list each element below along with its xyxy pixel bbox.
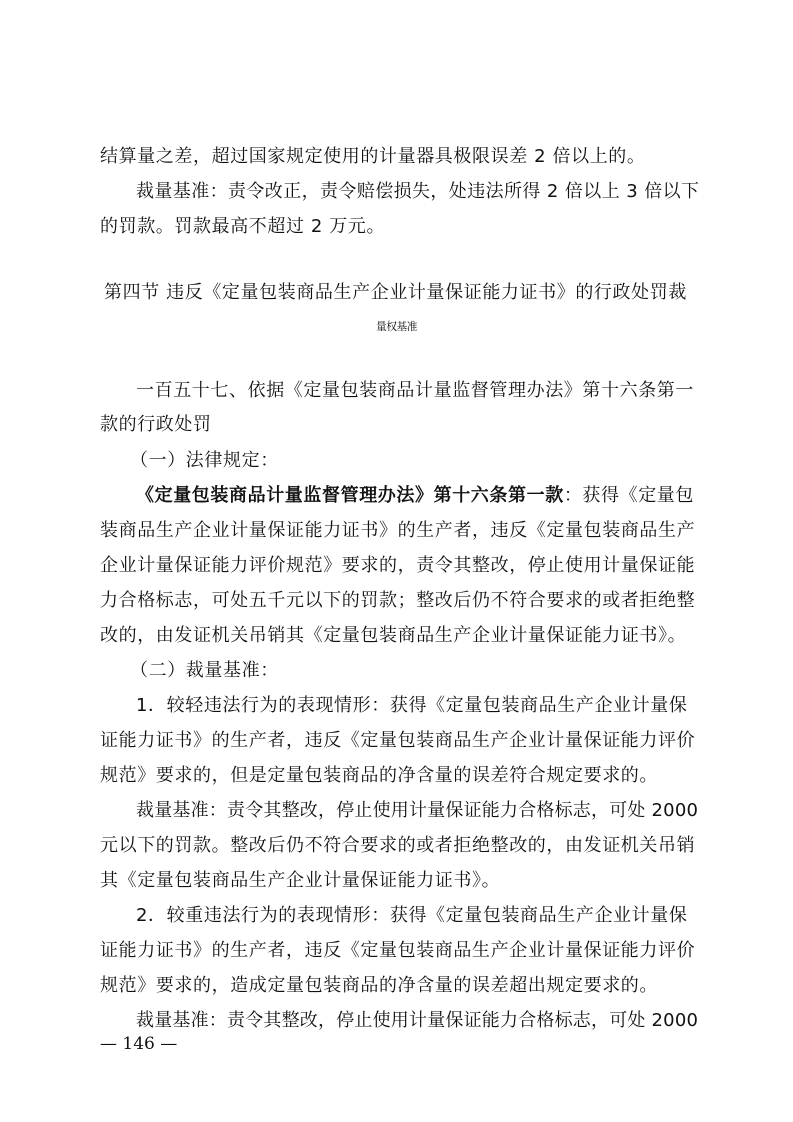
law-text-line: 力合格标志，可处五千元以下的罚款；整改后仍不符合要求的或者拒绝整	[100, 590, 696, 611]
standard-line: 裁量基准：责令其整改，停止使用计量保证能力合格标志，可处 2000	[136, 800, 699, 821]
section-title: 第四节 违反《定量包装商品生产企业计量保证能力证书》的行政处罚裁	[104, 282, 687, 303]
law-text: ：获得《定量包	[563, 485, 695, 506]
article-heading: 一百五十七、依据《定量包装商品计量监督管理办法》第十六条第一	[136, 380, 694, 401]
item-line: 规范》要求的，但是定量包装商品的净含量的误差符合规定要求的。	[100, 765, 658, 786]
law-provision-label: （一）法律规定：	[130, 450, 279, 471]
law-text-line	[136, 483, 694, 509]
item-line: 2．较重违法行为的表现情形：获得《定量包装商品生产企业计量保	[136, 905, 688, 926]
section-title-continued: 量权基准	[375, 320, 417, 333]
article-heading-continued: 款的行政处罚	[100, 414, 212, 435]
item-line: 证能力证书》的生产者，违反《定量包装商品生产企业计量保证能力评价	[100, 730, 696, 751]
law-text-line: 企业计量保证能力评价规范》要求的，责令其整改，停止使用计量保证能	[100, 555, 696, 576]
paragraph-line: 裁量基准：责令改正，责令赔偿损失，处违法所得 2 倍以上 3 倍以下	[136, 181, 700, 202]
paragraph-line: 结算量之差，超过国家规定使用的计量器具极限误差 2 倍以上的。	[100, 146, 646, 167]
standard-line: 裁量基准：责令其整改，停止使用计量保证能力合格标志，可处 2000	[136, 1010, 699, 1031]
item-line: 证能力证书》的生产者，违反《定量包装商品生产企业计量保证能力评价	[100, 940, 696, 961]
item-line: 规范》要求的，造成定量包装商品的净含量的误差超出规定要求的。	[100, 975, 658, 996]
page-number: — 146 —	[100, 1034, 178, 1054]
paragraph-line: 的罚款。罚款最高不超过 2 万元。	[100, 216, 386, 237]
discretion-label: （二）裁量基准：	[130, 660, 279, 681]
law-text-line: 装商品生产企业计量保证能力证书》的生产者，违反《定量包装商品生产	[100, 520, 696, 541]
item-line: 1．较轻违法行为的表现情形：获得《定量包装商品生产企业计量保	[136, 695, 688, 716]
law-source: 《定量包装商品计量监督管理办法》第十六条第一款	[136, 485, 564, 506]
law-text-line: 改的，由发证机关吊销其《定量包装商品生产企业计量保证能力证书》。	[100, 625, 687, 646]
standard-line: 其《定量包装商品生产企业计量保证能力证书》。	[100, 870, 501, 891]
standard-line: 元以下的罚款。整改后仍不符合要求的或者拒绝整改的，由发证机关吊销	[100, 835, 696, 856]
